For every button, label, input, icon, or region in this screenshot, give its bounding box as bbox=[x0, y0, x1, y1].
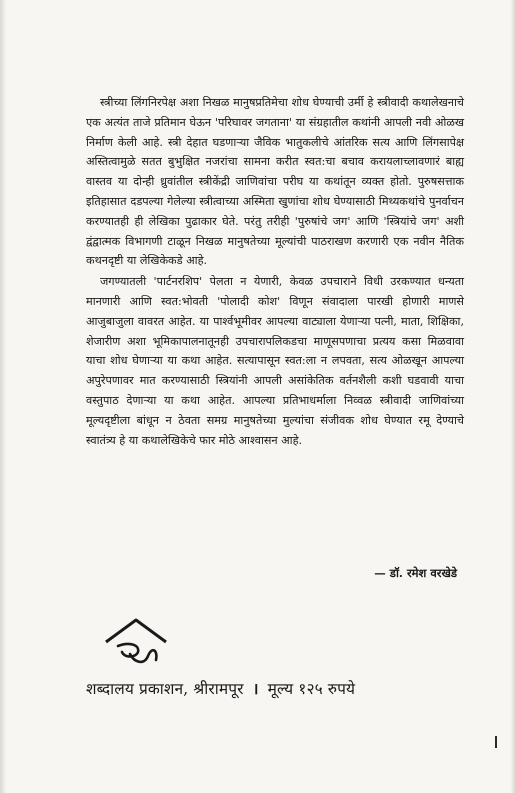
blurb-paragraph-2: जगण्यातली 'पार्टनरशिप' पेलता न येणारी, केवळ उपचाराने विधी उरकण्यात धन्यता मानणारी आणि स्वत:भोवती 'पोलादी कोश' विणून संवादाला पारखी होणारी माणसे आजुबाजुला वावरत आहेत. या पार्श्वभूमीवर आपल्या वाट्याला येणाऱ्या पत्नी, माता, शिक्षिका, शेजारीण अशा भूमिकापालनातूनही उपचारापलिकडचा माणूसपणाचा प्रत्यय कसा मिळवावा याचा शोध घेणाऱ्या या कथा आहेत. सत्यापासून स्वत:ला न लपवता, सत्य ओळखून आपल्या अपुरेपणावर मात करण्यासाठी स्त्रियांनी आपली असांकेतिक वर्तनशैली कशी घडवावी याचा वस्तुपाठ देणाऱ्या या कथा आहेत. आपल्या प्रतिभाधर्माला निव्वळ स्त्रीवादी जाणिवांच्या मूल्यदृष्टीला बांधून न ठेवता समग्र मानुषतेच्या मुल्यांचा संजीवक शोध घेण्यात रमू देण्याचे स्वातंत्र्य हे या कथालेखिकेचे फार मोठे आश्वासन आहे. bbox=[86, 275, 464, 447]
footer-separator: । bbox=[252, 679, 259, 698]
edge-mark bbox=[495, 736, 497, 748]
page-edge-shadow-left bbox=[0, 0, 6, 793]
blurb-paragraph-1: स्त्रीच्या लिंगनिरपेक्ष अशा निखळ मानुषप्रतिमेचा शोध घेण्याची उर्मी हे स्त्रीवादी कथालेखनाचे एक अत्यंत ताजे प्रतिमान घेऊन 'परिघावर जगताना' या संग्रहातील कथांनी आपली नवी ओळख निर्माण केली आहे. स्त्री देहात घडणाऱ्या जैविक भातुकलीचे आंतरिक सत्य आणि लिंगसापेक्ष अस्तित्वामुळे सतत बुभुक्षित नजरांचा सामना करीत स्वत:चा बचाव करायलाच्लावणारं बाह्य वास्तव या दोन्ही ध्रुवांतील स्त्रीकेंद्री जाणिवांचा परीघ या कथांतून व्यक्त होतो. पुरुषसत्ताक इतिहासात दडपल्या गेलेल्या स्त्रीत्वाच्या अस्मिता खुणांचा शोध घेण्यासाठी मिथ्यकथांचे पुनर्वाचन करण्यातही ही लेखिका पुढाकार घेते. परंतु तरीही 'पुरुषांचे जग' आणि 'स्त्रियांचे जग' अशी द्वंद्वात्मक विभागणी टाळून निखळ मानुषतेच्या मूल्यांची पाठराखण करणारी एक नवीन नैतिक कथनदृष्टी या लेखिकेकडे आहे. bbox=[86, 96, 464, 268]
publisher-name: शब्दालय प्रकाशन, श्रीरामपूर bbox=[86, 680, 244, 698]
book-price: मूल्य १२५ रुपये bbox=[267, 680, 356, 698]
blurb-signature: — डॉ. रमेश वरखेडे bbox=[374, 566, 457, 580]
publisher-footer bbox=[86, 677, 506, 699]
page-edge-shadow-right bbox=[510, 0, 515, 793]
back-cover-blurb bbox=[86, 93, 464, 451]
publisher-logo-icon bbox=[100, 616, 170, 672]
